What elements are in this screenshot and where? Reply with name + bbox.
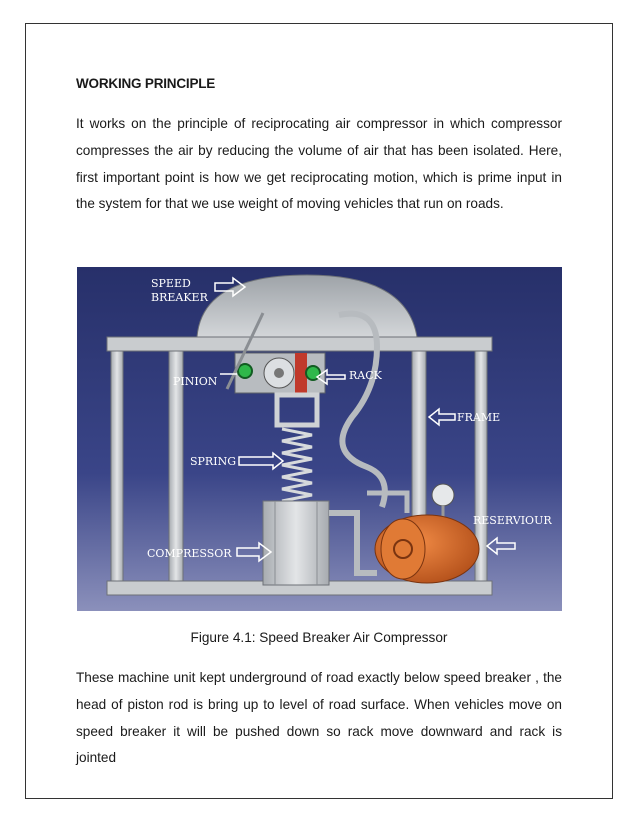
left-pinion-bearing [238, 364, 252, 378]
compressor-cylinder [263, 501, 329, 585]
figure-speed-breaker-compressor [77, 267, 562, 611]
label-rack: RACK [349, 369, 382, 382]
label-reservoir: RESERVIOUR [473, 514, 552, 527]
frame-top-beam [107, 337, 492, 351]
frame-post-left [111, 351, 123, 587]
label-spring: SPRING [190, 455, 236, 468]
section-heading: WORKING PRINCIPLE [76, 76, 216, 91]
label-speed-breaker-line2: BREAKER [151, 291, 208, 304]
pressure-gauge [432, 484, 454, 506]
pinion-hub [274, 368, 284, 378]
label-speed-breaker-line1: SPEED [151, 277, 191, 290]
paragraph-operation: These machine unit kept underground of road exactly below speed breaker , the head of piston rod is bring up to level of road surface. When vehicles move on speed breaker it will be pushed down so rack move downward and rack is jointed [76, 670, 562, 766]
figure-caption: Figure 4.1: Speed Breaker Air Compressor [190, 630, 448, 645]
label-pinion: PINION [173, 375, 218, 388]
figure-illustration [77, 267, 562, 611]
label-frame: FRAME [457, 411, 501, 424]
reservoir-end-cap [381, 519, 425, 579]
paragraph-intro: It works on the principle of reciprocating air compressor in which compressor compresses the air by reducing the volume of air that has been isolated. Here, first important point is how we get reciprocating motion, which is prime input in the system for that we use weight of moving vehicles that run on roads. [76, 116, 562, 212]
label-compressor: COMPRESSOR [147, 547, 232, 560]
